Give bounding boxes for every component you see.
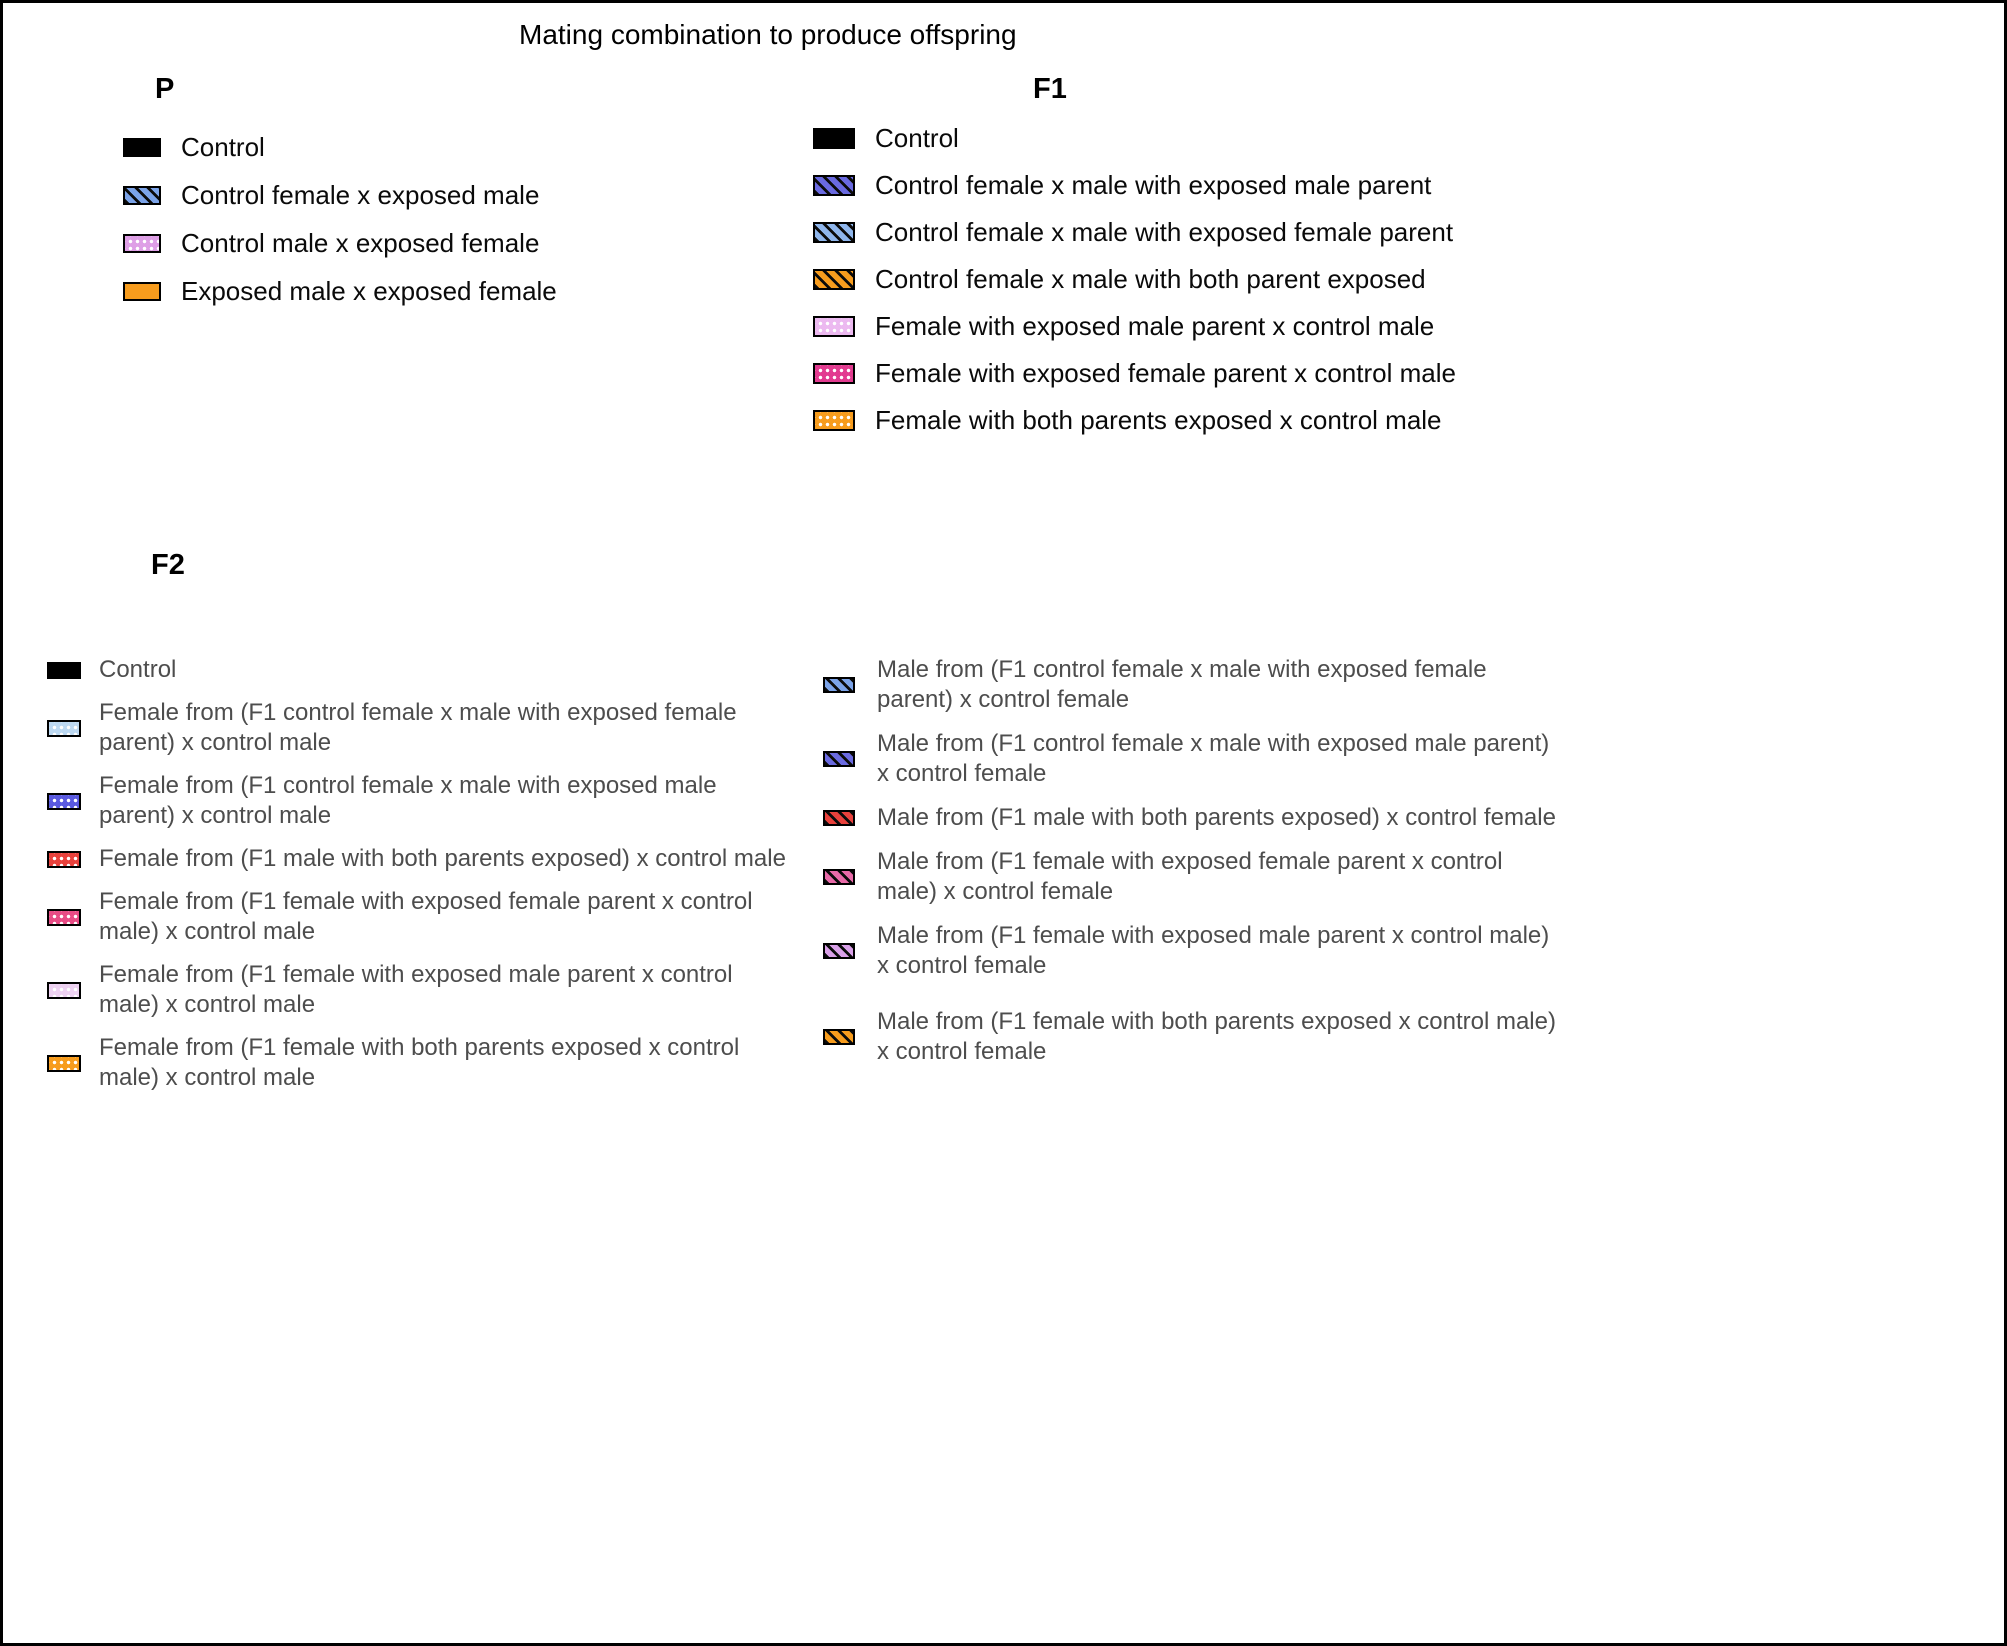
legend-item [47, 960, 827, 1020]
legend-item [813, 209, 1456, 256]
legend-item [123, 219, 557, 267]
hatch-swatch [813, 222, 855, 243]
dots-swatch [47, 1055, 81, 1072]
solid-swatch [813, 128, 855, 149]
legend-item [123, 171, 557, 219]
dots-swatch [47, 982, 81, 999]
legend-label: Male from (F1 control female x male with exposed female parent) x control female [877, 656, 1487, 713]
legend-section-p [123, 123, 557, 315]
legend-label: Female with exposed male parent x control male [875, 311, 1435, 341]
legend-label: Control female x male with both parent exposed [875, 264, 1426, 294]
legend-label: Control female x exposed male [181, 179, 540, 210]
legend-item [47, 698, 827, 758]
legend-label: Male from (F1 male with both parents exposed) x control female [877, 804, 1556, 831]
legend-section-f2-left-column [47, 655, 827, 1106]
legend-label: Male from (F1 control female x male with exposed male parent) x control female [877, 730, 1550, 787]
legend-item [47, 655, 827, 685]
hatch-swatch [823, 943, 855, 959]
legend-item [813, 397, 1456, 444]
hatch-swatch [813, 175, 855, 196]
legend-label: Female from (F1 female with exposed male parent x control male) x control male [99, 961, 733, 1018]
legend-item [47, 1033, 827, 1093]
legend-item [813, 350, 1456, 397]
dots-swatch [813, 316, 855, 337]
dots-swatch [47, 720, 81, 737]
legend-label: Female with both parents exposed x control male [875, 405, 1442, 435]
legend-item [47, 771, 827, 831]
dots-swatch [813, 410, 855, 431]
dots-swatch [47, 851, 81, 868]
figure-title: Mating combination to produce offspring [519, 19, 1017, 50]
section-heading-p: P [155, 73, 175, 105]
legend-label: Control [99, 656, 177, 683]
solid-swatch [123, 282, 161, 301]
legend-item [813, 115, 1456, 162]
legend-label: Female with exposed female parent x control male [875, 358, 1456, 388]
legend-label: Exposed male x exposed female [181, 275, 557, 306]
hatch-swatch [823, 751, 855, 767]
dots-swatch [813, 363, 855, 384]
hatch-swatch [823, 677, 855, 693]
legend-item [823, 1007, 1573, 1067]
legend-label: Female from (F1 control female x male with exposed male parent) x control male [99, 772, 717, 829]
legend-item [823, 655, 1573, 715]
legend-item [813, 256, 1456, 303]
legend-label: Control [181, 131, 265, 162]
legend-label: Female from (F1 male with both parents exposed) x control male [99, 845, 786, 872]
legend-label: Control [875, 123, 959, 153]
legend-item [123, 123, 557, 171]
legend-item [813, 303, 1456, 350]
legend-label: Control male x exposed female [181, 227, 540, 258]
hatch-swatch [823, 810, 855, 826]
section-heading-f2: F2 [151, 549, 185, 581]
solid-swatch [47, 662, 81, 679]
legend-section-f2-right-column [823, 655, 1573, 1081]
hatch-swatch [823, 869, 855, 885]
legend-label: Control female x male with exposed female parent [875, 217, 1454, 247]
legend-item [823, 921, 1573, 981]
legend-item [47, 844, 827, 874]
dots-swatch [47, 793, 81, 810]
legend-label: Female from (F1 control female x male with exposed female parent) x control male [99, 699, 737, 756]
hatch-swatch [823, 1029, 855, 1045]
dots-swatch [47, 909, 81, 926]
legend-label: Male from (F1 female with exposed male parent x control male) x control female [877, 922, 1550, 979]
legend-item [823, 803, 1573, 833]
legend-item [823, 729, 1573, 789]
legend-label: Female from (F1 female with both parents exposed x control male) x control male [99, 1034, 740, 1091]
legend-section-f1 [813, 115, 1456, 444]
legend-label: Male from (F1 female with both parents exposed x control male) x control female [877, 1008, 1556, 1065]
hatch-swatch [813, 269, 855, 290]
legend-label: Female from (F1 female with exposed female parent x control male) x control male [99, 888, 753, 945]
legend-label: Male from (F1 female with exposed female parent x control male) x control female [877, 848, 1503, 905]
section-heading-f1: F1 [1033, 73, 1067, 105]
solid-swatch [123, 138, 161, 157]
hatch-swatch [123, 186, 161, 205]
legend-item [823, 847, 1573, 907]
legend-label: Control female x male with exposed male parent [875, 170, 1432, 200]
legend-item [47, 887, 827, 947]
dots-swatch [123, 234, 161, 253]
legend-item [123, 267, 557, 315]
legend-item [813, 162, 1456, 209]
